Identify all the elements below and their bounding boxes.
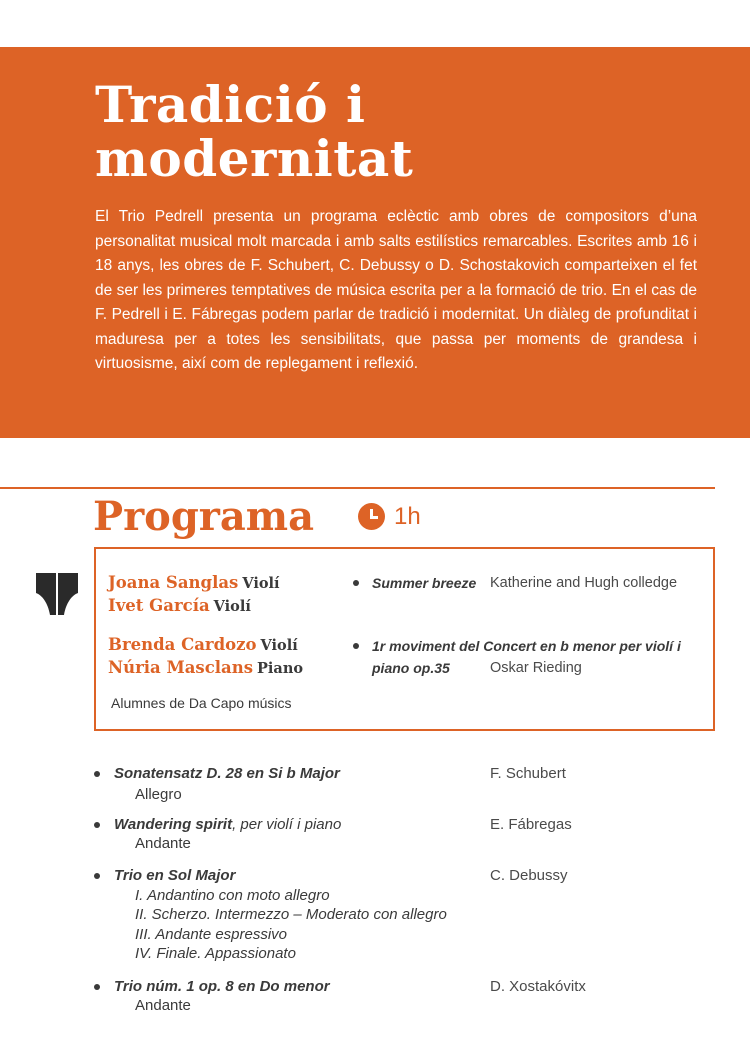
performer-instrument: Violí bbox=[242, 575, 280, 592]
school-credit: Alumnes de Da Capo músics bbox=[111, 695, 292, 711]
work-tempo: Andante bbox=[135, 835, 191, 852]
work-item bbox=[114, 976, 330, 998]
work-composer: Katherine and Hugh colledge bbox=[490, 575, 678, 591]
program-title: Programa bbox=[93, 493, 315, 540]
intro-text: El Trio Pedrell presenta un programa eclèctic amb obres de compositors d’una personalitat musical molt marcada i amb salts estilístics remarcables. Escrites amb 16 i 18 anys, les obres de F. Schubert, C. Debussy o D. Schostakovich comparteixen el fet de ser les primeres temptatives de música escrita per a la formació de trio. En el cas de F. Pedrell i E. Fábregas podem parlar de tradició i modernitat. Un diàleg de profunditat i maduresa per a totes les sensibilitats, que passa per moments de grandesa i virtuosisme, així com de replegament i reflexió. bbox=[95, 208, 697, 372]
performer bbox=[108, 595, 251, 618]
bullet bbox=[353, 580, 359, 586]
program-duration: 1h bbox=[394, 503, 421, 530]
clock-icon bbox=[358, 503, 385, 530]
work-movement: II. Scherzo. Intermezzo – Moderato con allegro bbox=[135, 906, 447, 923]
work-tempo: Andante bbox=[135, 997, 191, 1014]
intro-title bbox=[95, 75, 655, 188]
work-composer: Oskar Rieding bbox=[490, 660, 582, 676]
performer bbox=[108, 572, 280, 595]
performer bbox=[108, 634, 298, 657]
performer-name: Brenda Cardozo bbox=[108, 635, 257, 654]
curtain-icon bbox=[36, 573, 78, 615]
work-movement: III. Andante espressivo bbox=[135, 926, 288, 943]
work-item bbox=[114, 814, 341, 836]
section-divider bbox=[0, 487, 715, 489]
bullet bbox=[94, 822, 100, 828]
work-title: Wandering spirit bbox=[114, 816, 233, 833]
work-composer: C. Debussy bbox=[490, 867, 568, 884]
performer-instrument: Violí bbox=[260, 637, 298, 654]
bullet bbox=[94, 984, 100, 990]
work-title-line1: 1r moviment del Concert en b menor per violí i bbox=[372, 638, 681, 654]
performer-name: Núria Masclans bbox=[108, 658, 254, 677]
work-title: Sonatensatz D. 28 en Si b Major bbox=[114, 765, 340, 782]
guest-work bbox=[372, 657, 450, 679]
guest-work bbox=[372, 572, 476, 594]
performer-name: Joana Sanglas bbox=[108, 573, 239, 592]
work-title-line2: piano op.35 bbox=[372, 660, 450, 676]
performer-instrument: Violí bbox=[213, 598, 251, 615]
performer-instrument: Piano bbox=[257, 660, 304, 677]
performer-name: Ivet García bbox=[108, 596, 210, 615]
work-composer: E. Fábregas bbox=[490, 816, 572, 833]
work-movement: I. Andantino con moto allegro bbox=[135, 887, 330, 904]
work-composer: D. Xostakóvitx bbox=[490, 978, 586, 995]
work-title: Trio en Sol Major bbox=[114, 867, 236, 884]
work-item bbox=[114, 865, 235, 887]
work-subtitle: , per violí i piano bbox=[232, 816, 342, 833]
work-item bbox=[114, 763, 340, 785]
bullet bbox=[94, 873, 100, 879]
intro-title-line2: modernitat bbox=[95, 129, 414, 188]
work-tempo: Allegro bbox=[135, 786, 182, 803]
bullet bbox=[353, 643, 359, 649]
work-movement: IV. Finale. Appassionato bbox=[135, 945, 296, 962]
performer bbox=[108, 657, 303, 680]
work-composer: F. Schubert bbox=[490, 765, 566, 782]
bullet bbox=[94, 771, 100, 777]
guest-work bbox=[372, 635, 681, 657]
intro-title-line1: Tradició i bbox=[95, 75, 366, 134]
work-title: Summer breeze bbox=[372, 575, 477, 591]
work-title: Trio núm. 1 op. 8 en Do menor bbox=[114, 978, 330, 995]
